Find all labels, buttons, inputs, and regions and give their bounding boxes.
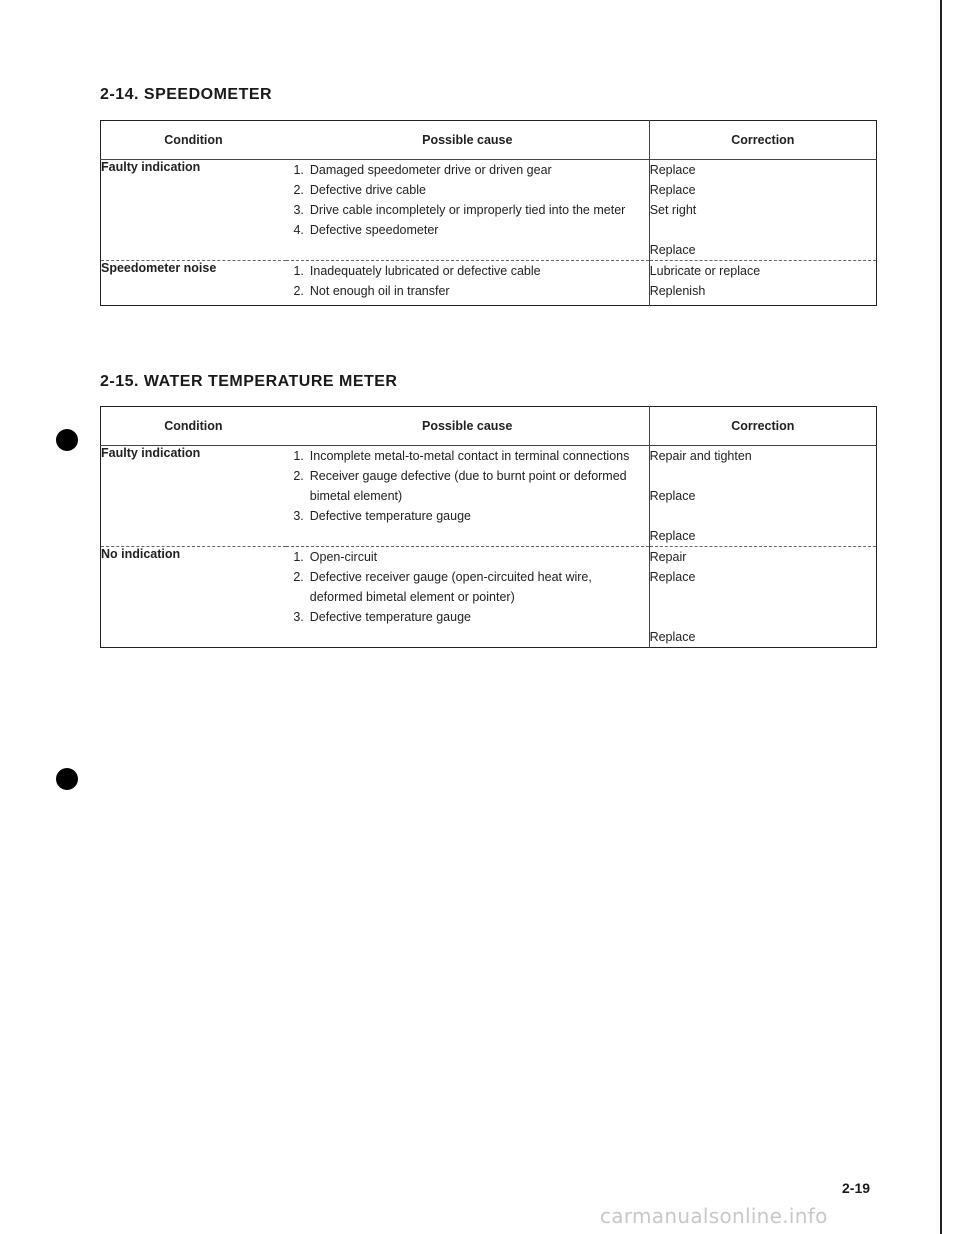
page-number: 2-19 <box>842 1180 871 1196</box>
table-row <box>101 446 877 547</box>
correction-item: Replace <box>649 529 696 543</box>
causes-cell <box>286 547 649 648</box>
cause-item: 3. Drive cable incompletely or improperly tied into the meter <box>293 203 626 217</box>
correction-item: Lubricate or replace <box>649 264 761 278</box>
correction-item: Repair <box>649 550 687 564</box>
cause-item: 2. Defective receiver gauge (open-circuited heat wire, deformed bimetal element or pointer) <box>293 570 592 604</box>
correction-cell <box>649 547 876 648</box>
correction-cell <box>649 261 876 306</box>
water-temperature-table <box>100 406 877 648</box>
header-possible-cause: Possible cause <box>286 121 649 160</box>
cause-item: 2. Defective drive cable <box>293 183 426 197</box>
causes-cell <box>286 160 649 261</box>
causes-cell <box>286 446 649 547</box>
header-condition: Condition <box>101 407 286 446</box>
cause-item: 1. Incomplete metal-to-metal contact in terminal connections <box>293 449 630 463</box>
correction-spacer <box>650 607 876 627</box>
cause-item: 2. Receiver gauge defective (due to burnt point or deformed bimetal element) <box>293 469 627 503</box>
correction-item: Set right <box>649 203 697 217</box>
cause-item: 1. Damaged speedometer drive or driven gear <box>293 163 552 177</box>
correction-cell <box>649 160 876 261</box>
condition-cell: Faulty indication <box>101 446 201 460</box>
correction-spacer <box>650 220 876 240</box>
correction-spacer <box>650 587 876 607</box>
binder-hole-top <box>56 429 78 451</box>
table-row <box>101 547 877 648</box>
correction-item: Replace <box>649 489 696 503</box>
cause-item: 1. Inadequately lubricated or defective cable <box>293 264 541 278</box>
correction-item: Replace <box>649 630 696 644</box>
speedometer-table <box>100 120 877 306</box>
section-title-speedometer: 2-14. SPEEDOMETER <box>100 86 273 103</box>
header-correction: Correction <box>649 407 876 446</box>
table-row <box>101 160 877 261</box>
section-title-water-temperature-meter: 2-15. WATER TEMPERATURE METER <box>100 373 398 390</box>
correction-item: Replenish <box>649 284 706 298</box>
correction-item: Replace <box>649 183 696 197</box>
cause-item: 4. Defective speedometer <box>293 223 439 237</box>
header-correction: Correction <box>649 121 876 160</box>
correction-spacer <box>650 466 876 486</box>
condition-cell: Faulty indication <box>101 160 201 174</box>
correction-spacer <box>650 506 876 526</box>
cause-item: 3. Defective temperature gauge <box>293 610 471 624</box>
correction-item: Replace <box>649 163 696 177</box>
table-header-row <box>101 407 877 446</box>
header-possible-cause: Possible cause <box>286 407 649 446</box>
binder-hole-bottom <box>56 768 78 790</box>
table-row <box>101 261 877 306</box>
page-edge-line <box>940 0 942 1234</box>
correction-cell <box>649 446 876 547</box>
correction-item: Replace <box>649 570 696 584</box>
correction-item: Repair and tighten <box>649 449 752 463</box>
header-condition: Condition <box>101 121 286 160</box>
correction-item: Replace <box>649 243 696 257</box>
watermark: carmanualsonline.info <box>600 1204 828 1228</box>
cause-item: 3. Defective temperature gauge <box>293 509 471 523</box>
table-header-row <box>101 121 877 160</box>
causes-cell <box>286 261 649 306</box>
condition-cell: Speedometer noise <box>101 261 286 306</box>
cause-item: 1. Open-circuit <box>293 550 378 564</box>
cause-item: 2. Not enough oil in transfer <box>293 284 450 298</box>
condition-cell: No indication <box>101 547 286 648</box>
